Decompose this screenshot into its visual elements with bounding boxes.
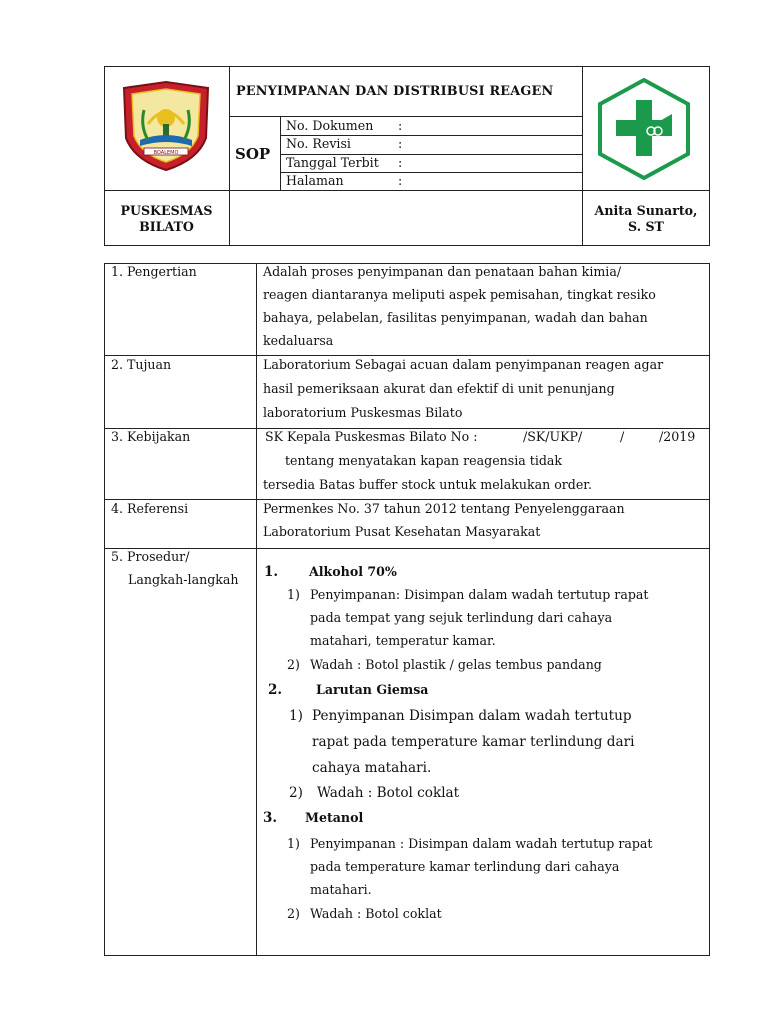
kebijakan-line-1b: /SK/UKP/ — [523, 429, 583, 444]
prosedur-item-1-title: Alkohol 70% — [309, 564, 397, 579]
signer-name-line1: Anita Sunarto, — [594, 203, 698, 218]
prosedur-item-3-sub1-line-3: matahari. — [310, 882, 372, 897]
kebijakan-line-3: tersedia Batas buffer stock untuk melakukan order. — [263, 477, 592, 492]
org-name-line2: BILATO — [139, 219, 194, 234]
kebijakan-line-1c: / — [620, 429, 625, 444]
pengertian-line-2: reagen diantaranya meliputi aspek pemisahan, tingkat resiko — [263, 287, 656, 302]
field-no-dokumen-sep: : — [398, 118, 403, 133]
prosedur-item-2-title: Larutan Giemsa — [316, 682, 429, 697]
tujuan-line-1: Laboratorium Sebagai acuan dalam penyimpanan reagen agar — [263, 357, 664, 372]
prosedur-item-2-sub1-line-2: rapat pada temperature kamar terlindung dari — [312, 734, 635, 750]
referensi-line-1: Permenkes No. 37 tahun 2012 tentang Penyelenggaraan — [263, 501, 625, 516]
prosedur-item-2-sub1-num: 1) — [289, 708, 303, 724]
field-no-revisi: No. Revisi — [286, 136, 351, 151]
prosedur-item-3-sub2: Wadah : Botol coklat — [310, 906, 442, 921]
prosedur-item-3-title: Metanol — [305, 810, 364, 825]
prosedur-item-3-sub2-num: 2) — [287, 906, 300, 921]
prosedur-item-1-sub2-num: 2) — [287, 657, 300, 672]
prosedur-item-3-sub1-num: 1) — [287, 836, 300, 851]
prosedur-item-3-num: 3. — [263, 810, 278, 826]
field-halaman-sep: : — [398, 173, 403, 188]
prosedur-item-1-sub1-line-2: pada tempat yang sejuk terlindung dari cahaya — [310, 610, 613, 625]
prosedur-item-1-num: 1. — [264, 564, 279, 580]
prosedur-item-2-num: 2. — [268, 682, 283, 698]
tujuan-line-2: hasil pemeriksaan akurat dan efektif di unit penunjang — [263, 381, 615, 396]
kebijakan-line-1a: SK Kepala Puskesmas Bilato No : — [265, 429, 478, 444]
pengertian-line-4: kedaluarsa — [263, 333, 334, 348]
regency-shield-logo — [118, 80, 214, 172]
prosedur-item-1-sub1-line-1: Penyimpanan: Disimpan dalam wadah tertutup rapat — [310, 587, 649, 602]
org-name-line1: PUSKESMAS — [120, 203, 213, 218]
field-no-dokumen: No. Dokumen — [286, 118, 374, 133]
prosedur-item-1-sub2: Wadah : Botol plastik / gelas tembus pandang — [310, 657, 602, 672]
section-label-tujuan: 2. Tujuan — [111, 357, 172, 372]
prosedur-item-2-sub2-num: 2) — [289, 785, 303, 801]
prosedur-item-1-sub1-line-3: matahari, temperatur kamar. — [310, 633, 496, 648]
shield-banner-text: BOALEMO — [153, 150, 179, 156]
tujuan-line-3: laboratorium Puskesmas Bilato — [263, 405, 463, 420]
prosedur-item-1-sub1-num: 1) — [287, 587, 300, 602]
prosedur-item-2-sub1-line-1: Penyimpanan Disimpan dalam wadah tertutup — [312, 708, 632, 724]
sop-label: SOP — [235, 145, 271, 163]
field-tanggal-terbit: Tanggal Terbit — [286, 155, 379, 170]
prosedur-item-2-sub2: Wadah : Botol coklat — [317, 785, 460, 801]
prosedur-item-3-sub1-line-1: Penyimpanan : Disimpan dalam wadah tertutup rapat — [310, 836, 653, 851]
section-label-prosedur-2: Langkah-langkah — [128, 572, 239, 587]
pengertian-line-1: Adalah proses penyimpanan dan penataan bahan kimia/ — [263, 264, 622, 279]
referensi-line-2: Laboratorium Pusat Kesehatan Masyarakat — [263, 524, 541, 539]
section-label-pengertian: 1. Pengertian — [111, 264, 197, 279]
document-title: PENYIMPANAN DAN DISTRIBUSI REAGEN — [236, 84, 554, 99]
field-tanggal-terbit-sep: : — [398, 155, 403, 170]
signer-name-line2: S. ST — [628, 219, 664, 234]
kebijakan-line-2: tentang menyatakan kapan reagensia tidak — [285, 453, 563, 468]
field-no-revisi-sep: : — [398, 136, 403, 151]
puskesmas-cross-logo — [596, 78, 692, 180]
pengertian-line-3: bahaya, pelabelan, fasilitas penyimpanan, wadah dan bahan — [263, 310, 648, 325]
section-label-prosedur-1: 5. Prosedur/ — [111, 549, 190, 564]
section-label-kebijakan: 3. Kebijakan — [111, 429, 191, 444]
field-halaman: Halaman — [286, 173, 344, 188]
prosedur-item-3-sub1-line-2: pada temperature kamar terlindung dari cahaya — [310, 859, 620, 874]
section-label-referensi: 4. Referensi — [111, 501, 189, 516]
prosedur-item-2-sub1-line-3: cahaya matahari. — [312, 760, 432, 776]
kebijakan-line-1d: /2019 — [659, 429, 696, 444]
